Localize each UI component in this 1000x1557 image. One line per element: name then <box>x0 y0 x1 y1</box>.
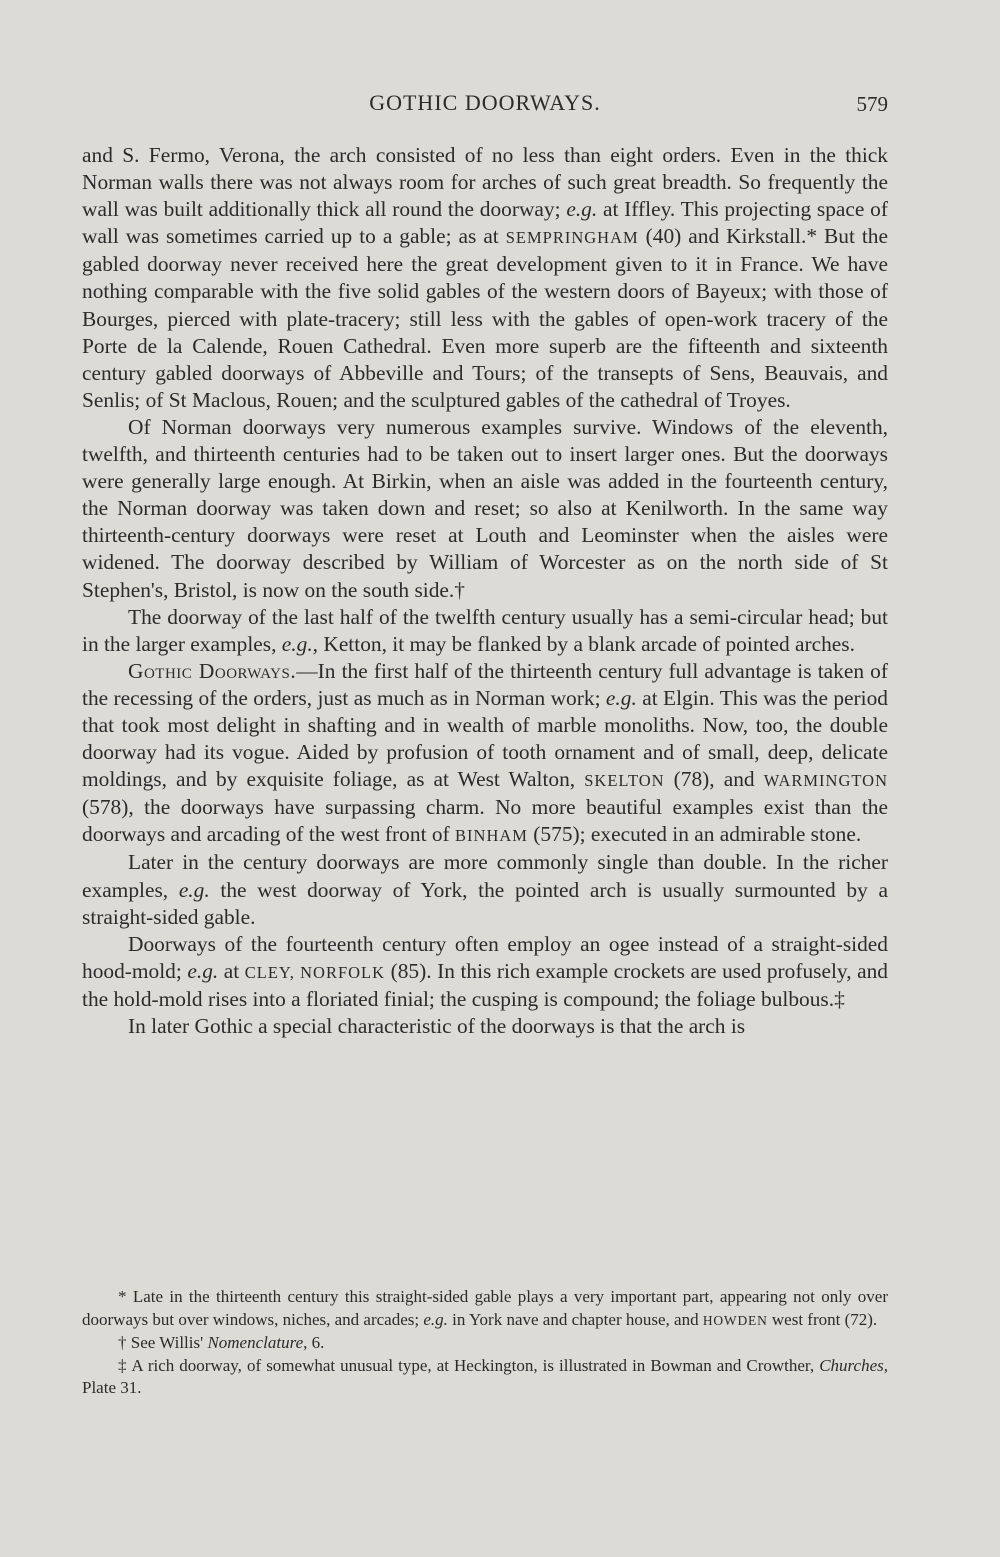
italic-abbrev: e.g. <box>187 958 219 983</box>
section-heading: Gothic Doorways. <box>128 658 297 683</box>
figure-reference: SEMPRINGHAM <box>505 228 639 248</box>
paragraph-3 <box>82 604 888 658</box>
text-run: The doorway of the last half of the twelfth century usually has a semi-circular head; but in the larger examples, <box>82 604 888 656</box>
text-run: at Elgin. This was the period that took most delight in shafting and in wealth of marble monoliths. Now, too, the double doorway had its vogue. Aided by profusion of tooth ornament and of small, deep, delicate moldings, and by exquisite foliage, as at West Walton, <box>82 685 888 792</box>
text-run: (85). In this rich example crockets are used profusely, and the hold-mold rises into a floriated finial; the cusping is compound; the foliage bulbous.‡ <box>82 958 888 1011</box>
text-run: Later in the century doorways are more commonly single than double. In the richer examples, <box>82 850 888 902</box>
footnote-3 <box>82 1355 888 1400</box>
text-run: (575); executed in an admirable stone. <box>527 822 862 847</box>
text-run: , 6. <box>303 1333 325 1353</box>
italic-title: Nomenclature <box>207 1333 304 1353</box>
text-run: at <box>218 958 245 983</box>
paragraph-5 <box>82 849 888 930</box>
text-run: Of Norman doorways very numerous examples survive. Windows of the eleventh, twelfth, and thirteenth centuries had to be taken out to insert larger ones. But the doorways were generally large enough. At Birkin, when an aisle was added in the fourteenth century, the Norman doorway was taken down and reset; so also at Kenilworth. In the same way thirteenth-century doorways were reset at Louth and Leominster when the aisles were widened. The doorway described by William of Worcester as on the north side of St Stephen's, Bristol, is now on the south side.† <box>82 414 888 602</box>
text-run: , Plate 31. <box>82 1355 888 1398</box>
text-run: at Iffley. This projecting space of wall was sometimes carried up to a gable; as at <box>82 197 888 249</box>
paragraph-6 <box>82 931 888 1013</box>
text-run: Doorways of the fourteenth century often employ an ogee instead of a straight-sided hood-mold; <box>82 931 888 983</box>
italic-abbrev: e.g. <box>178 877 210 902</box>
italic-title: Churches <box>819 1355 884 1375</box>
text-run: —In the first half of the thirteenth century full advantage is taken of the recessing of the orders, just as much as in Norman work; <box>82 658 888 710</box>
figure-reference: CLEY, NORFOLK <box>244 962 386 982</box>
running-title: GOTHIC DOORWAYS. <box>369 90 601 115</box>
italic-abbrev: e.g. <box>605 685 637 710</box>
footnote-2 <box>82 1332 888 1355</box>
text-run: ‡ A rich doorway, of somewhat unusual type, at Heckington, is illustrated in Bowman and Crowther, <box>118 1355 820 1375</box>
figure-reference: BINHAM <box>455 826 528 846</box>
italic-abbrev: e.g. <box>566 197 598 222</box>
running-head <box>82 90 888 122</box>
text-run: west front (72). <box>767 1309 878 1329</box>
text-run: in York nave and chapter house, and <box>447 1309 703 1329</box>
footnotes <box>82 1286 888 1400</box>
paragraph-7 <box>82 1013 888 1040</box>
figure-reference: WARMINGTON <box>763 771 888 791</box>
page-number: 579 <box>856 92 888 116</box>
text-run: (40) and Kirkstall.* But the gabled doorway never received here the great development given to it in France. We have nothing comparable with the five solid gables of the western doors of Bayeux; with those of Bourges, pierced with plate-tracery; still less with the gables of open-work tracery of the Porte de la Calende, Rouen Cathedral. Even more superb are the fifteenth and sixteenth century gabled doorways of Abbeville and Tours; of the transepts of Sens, Beauvais, and Senlis; of St Maclous, Rouen; and the sculptured gables of the cathedral of Troyes. <box>82 224 888 412</box>
figure-reference: HOWDEN <box>702 1312 768 1328</box>
paragraph-1 <box>82 142 888 414</box>
text-run: (78), and <box>664 767 764 792</box>
text-run: (578), the doorways have surpassing charm. No more beautiful examples exist than the doorways and arcading of the west front of <box>82 795 888 847</box>
text-run: the west doorway of York, the pointed arch is usually surmounted by a straight-sided gable. <box>82 877 888 929</box>
body-text <box>82 142 888 1040</box>
text-run: and S. Fermo, Verona, the arch consisted of no less than eight orders. Even in the thick Norman walls there was not always room for arches of such great breadth. So frequently the wall was built additionally thick all round the doorway; <box>82 143 888 222</box>
text-run: In later Gothic a special characteristic of the doorways is that the arch is <box>128 1014 746 1038</box>
figure-reference: SKELTON <box>584 771 665 791</box>
text-run: , Ketton, it may be flanked by a blank arcade of pointed arches. <box>312 631 855 656</box>
footnote-1 <box>82 1286 888 1332</box>
italic-abbrev: e.g. <box>423 1309 448 1329</box>
text-run: * Late in the thirteenth century this straight-sided gable plays a very important part, appearing not only over doorways but over windows, niches, and arcades; <box>82 1287 888 1329</box>
paragraph-2 <box>82 414 888 604</box>
paragraph-4 <box>82 658 888 850</box>
text-run: † See Willis' <box>118 1333 208 1353</box>
italic-abbrev: e.g. <box>281 631 313 656</box>
